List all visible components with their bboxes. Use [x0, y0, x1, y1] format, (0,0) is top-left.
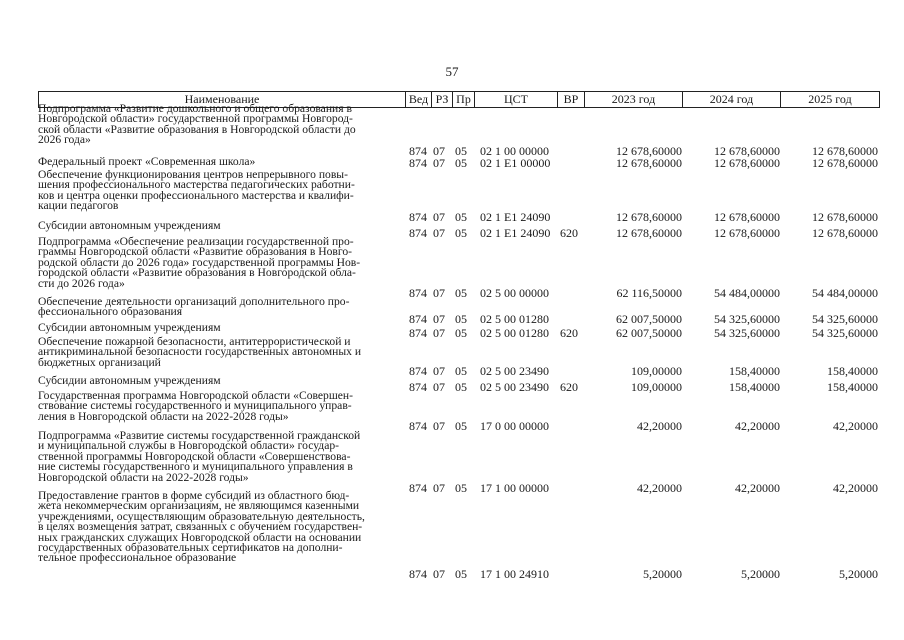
row-pr: 05: [455, 419, 467, 433]
row-cst: 17 1 00 00000: [480, 481, 549, 495]
row-cst: 02 1 E1 00000: [480, 156, 551, 170]
row-2023: 42,20000: [637, 481, 682, 495]
row-name: Обеспечение функционирования центров непрерывного повы- шения профессионального мастерства педагогических работни- ков и центра оценки профессионального мастерства и квалифи- кации педагогов: [38, 168, 355, 213]
row-ved: 874: [409, 210, 427, 224]
row-2023: 12 678,60000: [616, 144, 682, 158]
row-pr: 05: [455, 226, 467, 240]
row-2025: 42,20000: [833, 419, 878, 433]
row-2023: 62 116,50000: [616, 286, 682, 300]
row-2024: 54 325,60000: [714, 312, 780, 326]
row-rz: 07: [433, 210, 445, 224]
row-2024: 12 678,60000: [714, 156, 780, 170]
row-cst: 02 5 00 23490: [480, 380, 549, 394]
row-2024: 158,40000: [729, 380, 780, 394]
row-2024: 12 678,60000: [714, 210, 780, 224]
row-ved: 874: [409, 326, 427, 340]
row-rz: 07: [433, 481, 445, 495]
row-2023: 62 007,50000: [616, 326, 682, 340]
row-rz: 07: [433, 312, 445, 326]
row-ved: 874: [409, 567, 427, 581]
row-2025: 158,40000: [827, 380, 878, 394]
row-name: Подпрограмма «Развитие системы государственной гражданской и муниципальной службы в Новгородской области» государ- ственной программы Новгородской области «Совершенствова- ние системы государственного и муниципального управления в Новгородской области на 2022-2028 годы»: [38, 429, 361, 484]
row-rz: 07: [433, 380, 445, 394]
row-2024: 5,20000: [741, 567, 780, 581]
row-pr: 05: [455, 481, 467, 495]
row-2025: 54 325,60000: [812, 312, 878, 326]
row-2023: 12 678,60000: [616, 210, 682, 224]
header-rz: РЗ: [432, 91, 453, 108]
row-cst: 02 1 E1 24090: [480, 210, 551, 224]
row-name: Субсидии автономным учреждениям: [38, 219, 221, 232]
row-cst: 02 5 00 01280: [480, 312, 549, 326]
row-2023: 12 678,60000: [616, 156, 682, 170]
row-pr: 05: [455, 312, 467, 326]
row-rz: 07: [433, 226, 445, 240]
row-rz: 07: [433, 156, 445, 170]
row-rz: 07: [433, 144, 445, 158]
row-rz: 07: [433, 364, 445, 378]
row-pr: 05: [455, 567, 467, 581]
header-ved: Вед: [406, 91, 432, 108]
row-ved: 874: [409, 364, 427, 378]
row-name: Субсидии автономным учреждениям: [38, 321, 221, 334]
row-ved: 874: [409, 286, 427, 300]
header-name: Наименование: [38, 91, 406, 108]
row-cst: 02 5 00 00000: [480, 286, 549, 300]
header-vr: ВР: [558, 91, 585, 108]
row-rz: 07: [433, 419, 445, 433]
row-pr: 05: [455, 210, 467, 224]
row-pr: 05: [455, 364, 467, 378]
page-number: 57: [445, 64, 459, 79]
header-pr: Пр: [453, 91, 475, 108]
row-cst: 02 1 E1 24090: [480, 226, 551, 240]
row-cst: 17 0 00 00000: [480, 419, 549, 433]
row-name: Субсидии автономным учреждениям: [38, 374, 221, 387]
row-ved: 874: [409, 156, 427, 170]
row-cst: 17 1 00 24910: [480, 567, 549, 581]
row-2025: 158,40000: [827, 364, 878, 378]
row-2024: 42,20000: [735, 481, 780, 495]
row-pr: 05: [455, 144, 467, 158]
row-ved: 874: [409, 419, 427, 433]
row-2025: 5,20000: [839, 567, 878, 581]
row-2024: 12 678,60000: [714, 144, 780, 158]
row-name: Обеспечение деятельности организаций дополнительного про- фессионального образования: [38, 295, 350, 319]
row-cst: 02 1 00 00000: [480, 144, 549, 158]
row-ved: 874: [409, 144, 427, 158]
header-2024: 2024 год: [683, 91, 781, 108]
row-2024: 42,20000: [735, 419, 780, 433]
row-2025: 12 678,60000: [812, 210, 878, 224]
row-2023: 109,00000: [631, 364, 682, 378]
row-rz: 07: [433, 286, 445, 300]
row-2023: 62 007,50000: [616, 312, 682, 326]
row-name: Подпрограмма «Развитие дошкольного и общего образования в Новгородской области» государственной программы Новгород- ской области «Развитие образования в Новгородской области до 2026 года»: [38, 102, 356, 147]
row-2023: 42,20000: [637, 419, 682, 433]
row-2025: 12 678,60000: [812, 226, 878, 240]
row-pr: 05: [455, 286, 467, 300]
row-vr: 620: [560, 226, 578, 240]
row-name: Обеспечение пожарной безопасности, антитеррористической и антикриминальной безопасности государственных автономных и бюджетных организаций: [38, 335, 362, 369]
row-name: Федеральный проект «Современная школа»: [38, 155, 256, 168]
header-2025: 2025 год: [781, 91, 880, 108]
row-name: Подпрограмма «Обеспечение реализации государственной про- граммы Новгородской области «Развитие образования в Новго- родской области до 2026 года» государственной программы Нов- городской области «Развитие образования в Новгородской обла- сти до 2026 года»: [38, 235, 361, 290]
row-2023: 109,00000: [631, 380, 682, 394]
row-2025: 42,20000: [833, 481, 878, 495]
row-2023: 5,20000: [643, 567, 682, 581]
row-ved: 874: [409, 380, 427, 394]
row-pr: 05: [455, 380, 467, 394]
row-2025: 54 484,00000: [812, 286, 878, 300]
row-name: Государственная программа Новгородской области «Совершен- ствование системы государственного и муниципального управ- ления в Новгородской области на 2022-2028 годы»: [38, 389, 353, 423]
row-pr: 05: [455, 326, 467, 340]
row-2025: 12 678,60000: [812, 144, 878, 158]
row-ved: 874: [409, 226, 427, 240]
header-2023: 2023 год: [585, 91, 683, 108]
row-vr: 620: [560, 326, 578, 340]
row-ved: 874: [409, 312, 427, 326]
row-rz: 07: [433, 567, 445, 581]
row-2025: 12 678,60000: [812, 156, 878, 170]
row-ved: 874: [409, 481, 427, 495]
row-rz: 07: [433, 326, 445, 340]
row-2024: 12 678,60000: [714, 226, 780, 240]
row-cst: 02 5 00 01280: [480, 326, 549, 340]
header-cst: ЦСТ: [475, 91, 558, 108]
row-cst: 02 5 00 23490: [480, 364, 549, 378]
row-name: Предоставление грантов в форме субсидий из областного бюд- жета некоммерческим организациям, не являющимся казенными учреждениями, осуществляющим образовательную деятельность, в целях возмещения затрат, связанных с обучением государствен- ных гражданских служащих Новгородской области на основании государственных образовательных сертификатов на дополни- тельное профессиональное образование: [38, 489, 365, 565]
row-pr: 05: [455, 156, 467, 170]
row-2024: 54 325,60000: [714, 326, 780, 340]
row-vr: 620: [560, 380, 578, 394]
row-2024: 54 484,00000: [714, 286, 780, 300]
row-2024: 158,40000: [729, 364, 780, 378]
row-2023: 12 678,60000: [616, 226, 682, 240]
row-2025: 54 325,60000: [812, 326, 878, 340]
